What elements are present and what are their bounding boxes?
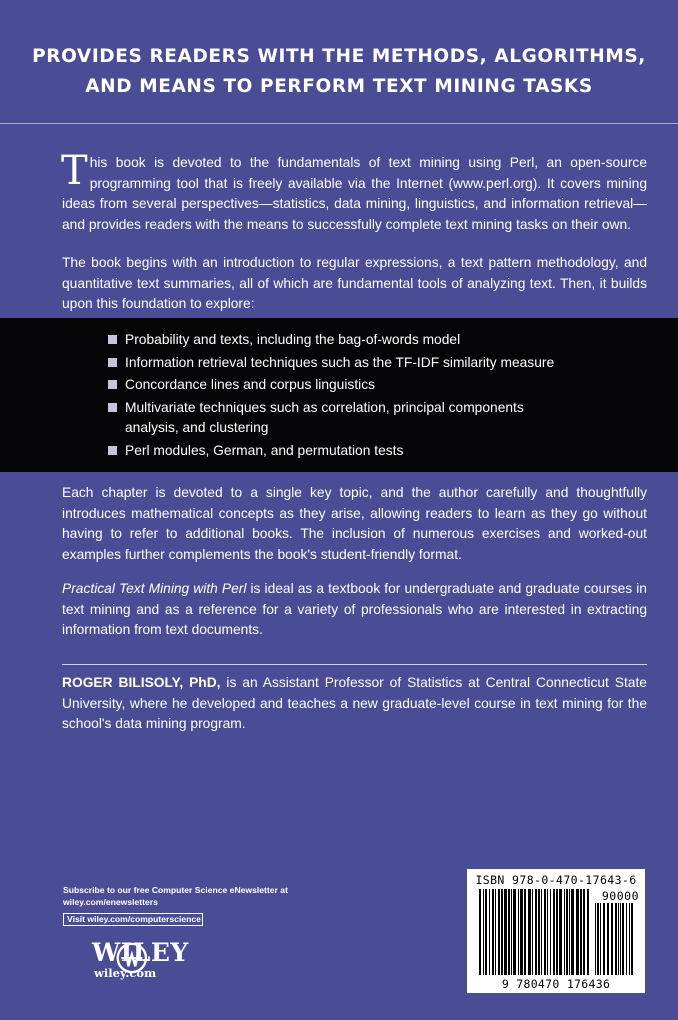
bullet-square-icon	[108, 380, 117, 389]
barcode-digits: 9 780470 176436	[501, 977, 611, 991]
barcode-bar	[513, 889, 516, 975]
barcode-bar	[553, 889, 555, 975]
barcode-bar	[535, 889, 537, 975]
headline-line-2: AND MEANS TO PERFORM TEXT MINING TASKS	[85, 76, 593, 97]
barcode-bar	[492, 889, 494, 975]
barcode-bar	[498, 889, 500, 975]
barcode-bar	[520, 889, 523, 975]
barcode-bar	[615, 903, 617, 975]
barcode-bar	[532, 889, 533, 975]
list-item: Multivariate techniques such as correlation, principal components analysis, and clustering	[108, 398, 578, 439]
barcode-bar	[489, 889, 490, 975]
barcode-bar	[618, 903, 619, 975]
barcode-bar	[495, 889, 496, 975]
barcode-bar	[483, 889, 484, 975]
barcode-bar	[508, 889, 510, 975]
barcode-bar	[504, 889, 507, 975]
author-bio-text: is an Assistant Professor of Statistics at Central Connecticut State University, where he developed and teaches a new graduate-level course in text mining for the school's data mining program.	[62, 675, 647, 731]
barcode-bar	[595, 903, 596, 975]
list-item: Information retrieval techniques such as the TF-IDF similarity measure	[108, 353, 578, 374]
barcode-bar	[611, 903, 613, 975]
barcode-bar	[631, 903, 633, 975]
barcode-bar	[479, 889, 481, 975]
barcode-addon-number: 90000	[601, 889, 639, 903]
barcode-bar	[528, 889, 531, 975]
topics-list	[108, 330, 578, 463]
barcode-bar	[583, 889, 585, 975]
barcode-bar	[603, 903, 605, 975]
barcode-bar	[524, 889, 526, 975]
barcode-bar	[629, 903, 630, 975]
barcode-bar	[566, 889, 568, 975]
visit-link[interactable]: Visit wiley.com/computerscience	[63, 913, 203, 926]
author-divider	[62, 664, 647, 665]
barcode-bar	[622, 903, 624, 975]
author-bio	[62, 673, 647, 735]
barcode-bar	[564, 889, 565, 975]
publisher-url: wiley.com	[94, 966, 157, 980]
list-item: Perl modules, German, and permutation tests	[108, 441, 578, 462]
barcode-bar	[580, 889, 582, 975]
barcode-bar	[485, 889, 487, 975]
barcode-bar	[587, 889, 589, 975]
intro-paragraph	[61, 148, 647, 235]
barcode-bar	[600, 903, 601, 975]
barcode-bar	[550, 889, 551, 975]
drop-cap: T	[61, 148, 88, 194]
barcode-bar	[556, 889, 558, 975]
newsletter-note	[63, 884, 323, 908]
chapter-paragraph: Each chapter is devoted to a single key topic, and the author carefully and thoughtfully introduces mathematical concepts as they arise, allowing readers to learn as they go without having to refer to additional books. The inclusion of numerous exercises and worked-out examples further complements the book's student-friendly format.	[62, 485, 647, 562]
barcode-bar	[547, 889, 548, 975]
foundation-paragraph: The book begins with an introduction to regular expressions, a text pattern methodology, and quantitative text summaries, all of which are fundamental tools of analyzing text. Then, it builds upon this foundation to explore:	[62, 255, 647, 311]
audience-text: is ideal as a textbook for undergraduate and graduate courses in text mining and as a reference for a variety of professionals who are interested in extracting information from text documents.	[62, 581, 647, 637]
bullet-square-icon	[108, 358, 117, 367]
barcode-bar	[559, 889, 562, 975]
newsletter-line-1: Subscribe to our free Computer Science eNewsletter at	[63, 885, 288, 895]
book-title: Practical Text Mining with Perl	[62, 581, 247, 596]
bullet-square-icon	[108, 446, 117, 455]
barcode-bar	[569, 889, 570, 975]
audience-paragraph	[62, 579, 647, 641]
headline-line-1: PROVIDES READERS WITH THE METHODS, ALGORITHMS,	[32, 46, 646, 67]
barcode-bar	[576, 889, 579, 975]
publisher-name: WILEY	[92, 938, 189, 967]
top-divider	[0, 123, 678, 124]
barcode-bar	[571, 889, 574, 975]
barcode-bar	[626, 903, 627, 975]
bullet-square-icon	[108, 403, 117, 412]
barcode-bar	[607, 903, 609, 975]
isbn-number: ISBN 978-0-470-17643-6	[475, 873, 637, 887]
barcode-bar	[620, 903, 621, 975]
barcode-bars	[477, 889, 637, 977]
barcode-bar	[597, 903, 599, 975]
barcode-bar	[511, 889, 512, 975]
barcode-bar	[501, 889, 503, 975]
headline	[0, 42, 678, 102]
bullet-square-icon	[108, 335, 117, 344]
barcode-bar	[544, 889, 546, 975]
intro-paragraph-text: his book is devoted to the fundamentals of text mining using Perl, an open-source programming tool that is freely available via the Internet (www.perl.org). It covers mining ideas from several perspectives—statistics, data mining, linguistics, and information retrieval—and provides readers with the means to successfully complete text mining tasks on their own.	[62, 155, 647, 232]
list-item: Probability and texts, including the bag-of-words model	[108, 330, 578, 351]
barcode-bar	[541, 889, 542, 975]
barcode-bar	[538, 889, 540, 975]
isbn-barcode	[467, 869, 645, 993]
author-name: ROGER BILISOLY, PhD,	[62, 675, 221, 690]
barcode-bar	[518, 889, 519, 975]
list-item: Concordance lines and corpus linguistics	[108, 375, 578, 396]
newsletter-link[interactable]: wiley.com/enewsletters	[63, 897, 158, 907]
